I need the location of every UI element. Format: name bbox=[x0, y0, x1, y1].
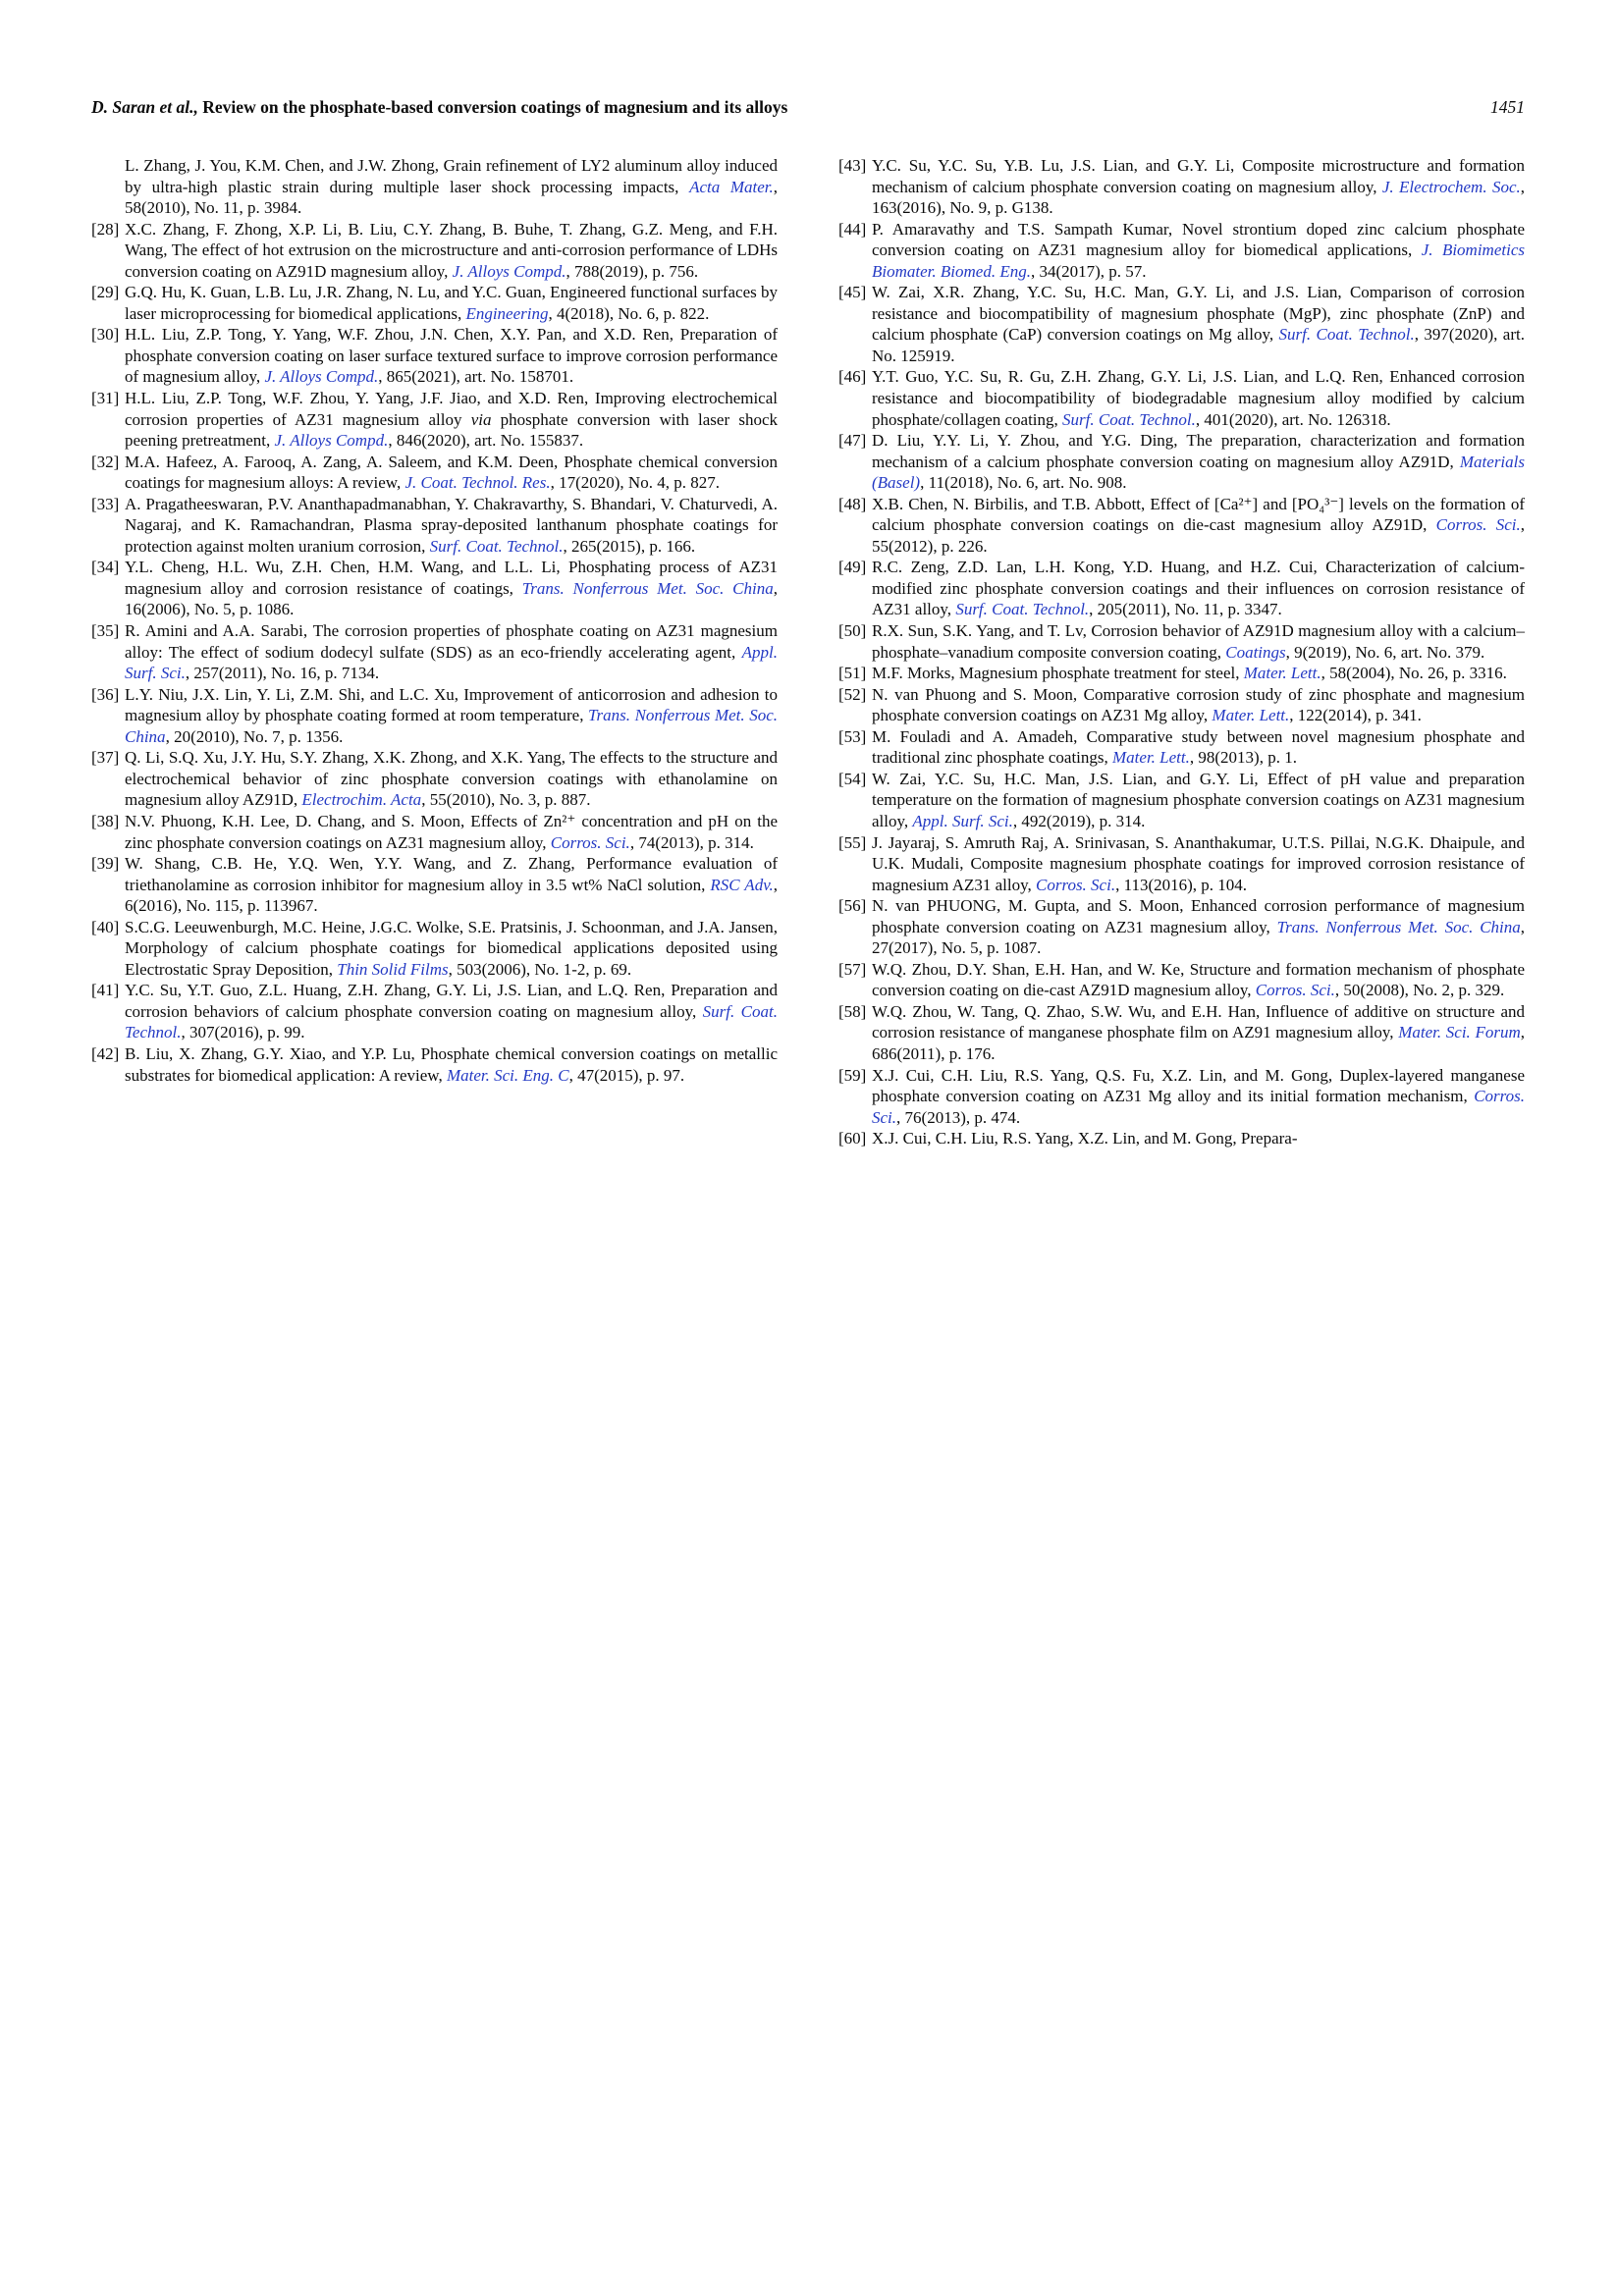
journal-link[interactable]: Coatings bbox=[1225, 642, 1286, 662]
reference-text: Y.L. Cheng, H.L. Wu, Z.H. Chen, H.M. Wang, and L.L. Li, Phosphating process of AZ31 magnesium alloy and corrosion resistance of coatings, bbox=[125, 558, 778, 598]
reference-text: X.J. Cui, C.H. Liu, R.S. Yang, Q.S. Fu, X.Z. Lin, and M. Gong, Duplex-layered manganese phosphate conversion coating on AZ31 Mg alloy and its initial formation mechanism, bbox=[872, 1065, 1525, 1106]
journal-link[interactable]: J. Alloys Compd. bbox=[274, 431, 389, 451]
journal-link[interactable]: Surf. Coat. Technol. bbox=[955, 600, 1090, 619]
reference-text: , 74(2013), p. 314. bbox=[629, 832, 754, 852]
journal-link[interactable]: Corros. Sci. bbox=[1435, 515, 1521, 535]
journal-link[interactable]: Appl. Surf. Sci. bbox=[912, 811, 1013, 830]
reference-text: , 34(2017), p. 57. bbox=[1030, 261, 1147, 281]
reference-text: , 55(2010), No. 3, p. 887. bbox=[421, 790, 591, 810]
journal-link[interactable]: J. Coat. Technol. Res. bbox=[404, 473, 551, 493]
reference-text: L.Y. Niu, J.X. Lin, Y. Li, Z.M. Shi, and L.C. Xu, Improvement of anticorrosion and adhesion to magnesium alloy by phosphate coating formed at room temperature, bbox=[125, 684, 778, 725]
journal-link[interactable]: Corros. Sci. bbox=[1255, 981, 1335, 1000]
journal-link[interactable]: Engineering bbox=[465, 303, 549, 323]
reference-number: [57] bbox=[838, 959, 867, 979]
journal-link[interactable]: Surf. Coat. Technol. bbox=[1062, 409, 1196, 429]
reference-text: R.X. Sun, S.K. Yang, and T. Lv, Corrosion behavior of AZ91D magnesium alloy with a calcium–phosphate–vanadium composite conversion coating, bbox=[872, 621, 1525, 662]
journal-link[interactable]: Acta Mater. bbox=[689, 177, 774, 196]
reference-text: H.L. Liu, Z.P. Tong, Y. Yang, W.F. Zhou, J.N. Chen, X.Y. Pan, and X.D. Ren, Preparation of phosphate conversion coating on laser surface textured surface to improve corrosion performance of magnesium alloy, bbox=[125, 325, 778, 387]
reference-text: , 4(2018), No. 6, p. 822. bbox=[548, 303, 710, 323]
journal-link[interactable]: Mater. Lett. bbox=[1243, 664, 1321, 683]
reference-text: , 20(2010), No. 7, p. 1356. bbox=[165, 726, 344, 746]
reference-text: , 6(2016), No. 115, p. 113967. bbox=[125, 875, 778, 916]
reference-item bbox=[838, 663, 1525, 684]
reference-item bbox=[838, 1065, 1525, 1129]
reference-text: M. Fouladi and A. Amadeh, Comparative study between novel magnesium phosphate and traditional zinc phosphate coatings, bbox=[872, 726, 1525, 768]
reference-number: [45] bbox=[838, 283, 867, 302]
reference-text: , 47(2015), p. 97. bbox=[568, 1065, 685, 1085]
page-header bbox=[91, 96, 1525, 118]
journal-link[interactable]: Thin Solid Films bbox=[337, 959, 449, 979]
reference-text: , 788(2019), p. 756. bbox=[566, 261, 699, 281]
reference-number: [54] bbox=[838, 769, 867, 788]
reference-text: Q. Li, S.Q. Xu, J.Y. Hu, S.Y. Zhang, X.K. Zhong, and X.K. Yang, The effects to the structure and electrochemical behavior of zinc phosphate conversion coatings with ethanolamine on magnesium alloy AZ91D, bbox=[125, 748, 778, 810]
reference-text: , 58(2010), No. 11, p. 3984. bbox=[125, 177, 779, 218]
reference-number: [35] bbox=[91, 621, 120, 641]
reference-text: , 113(2016), p. 104. bbox=[1115, 875, 1248, 894]
reference-text: M.A. Hafeez, A. Farooq, A. Zang, A. Saleem, and K.M. Deen, Phosphate chemical conversion coatings for magnesium alloys: A review, bbox=[125, 452, 778, 493]
reference-number: [56] bbox=[838, 896, 867, 916]
reference-number: [28] bbox=[91, 219, 120, 239]
reference-item bbox=[91, 620, 778, 684]
journal-link[interactable]: J. Alloys Compd. bbox=[452, 261, 566, 281]
reference-text: , 58(2004), No. 26, p. 3316. bbox=[1321, 664, 1507, 683]
reference-text: B. Liu, X. Zhang, G.Y. Xiao, and Y.P. Lu, Phosphate chemical conversion coatings on metallic substrates for biomedical application: A review, bbox=[125, 1043, 778, 1085]
references-section bbox=[91, 155, 1525, 1149]
journal-link[interactable]: Trans. Nonferrous Met. Soc. China bbox=[125, 706, 779, 746]
reference-item bbox=[91, 811, 778, 853]
reference-text: , 265(2015), p. 166. bbox=[563, 536, 696, 556]
reference-item bbox=[838, 1128, 1525, 1149]
reference-number: [30] bbox=[91, 325, 120, 345]
reference-item bbox=[838, 959, 1525, 1001]
page-number: 1451 bbox=[1490, 97, 1525, 117]
reference-text: A. Pragatheeswaran, P.V. Ananthapadmanabhan, Y. Chakravarthy, S. Bhandari, V. Chaturvedi, A. Nagaraj, and K. Ramachandran, Plasma spray-deposited lanthanum phosphate coatings for protection against molten uranium corrosion, bbox=[125, 494, 778, 556]
reference-item bbox=[91, 1043, 778, 1086]
journal-link[interactable]: RSC Adv. bbox=[710, 875, 774, 894]
journal-link[interactable]: Electrochim. Acta bbox=[301, 790, 422, 810]
reference-text: Y.T. Guo, Y.C. Su, R. Gu, Z.H. Zhang, G.Y. Li, J.S. Lian, and L.Q. Ren, Enhanced corrosion resistance and biocompatibility of biodegradable magnesium alloy modified by calcium phosphate/collagen coating, bbox=[872, 367, 1525, 429]
reference-item bbox=[838, 282, 1525, 366]
reference-number: [51] bbox=[838, 664, 867, 683]
reference-item bbox=[91, 853, 778, 917]
reference-text: W. Zai, X.R. Zhang, Y.C. Su, H.C. Man, G.Y. Li, and J.S. Lian, Comparison of corrosion resistance and biocompatibility of magnesium phosphate (MgP), zinc phosphate (ZnP) and calcium phosphate (CaP) conversion coatings on Mg alloy, bbox=[872, 283, 1525, 345]
reference-text: , 98(2013), p. 1. bbox=[1189, 748, 1297, 768]
reference-text: , 401(2020), art. No. 126318. bbox=[1195, 409, 1391, 429]
reference-item bbox=[91, 388, 778, 452]
reference-text: , 16(2006), No. 5, p. 1086. bbox=[125, 578, 778, 619]
reference-number: [59] bbox=[838, 1065, 867, 1085]
reference-item bbox=[91, 155, 778, 219]
reference-text: , 11(2018), No. 6, art. No. 908. bbox=[920, 473, 1127, 493]
journal-link[interactable]: Trans. Nonferrous Met. Soc. China bbox=[521, 578, 774, 598]
reference-number: [40] bbox=[91, 917, 120, 936]
journal-link[interactable]: Surf. Coat. Technol. bbox=[429, 536, 564, 556]
reference-number: [32] bbox=[91, 452, 120, 471]
reference-item bbox=[91, 557, 778, 620]
reference-text: , 122(2014), p. 341. bbox=[1289, 706, 1422, 725]
reference-text: X.B. Chen, N. Birbilis, and T.B. Abbott, Effect of [Ca²⁺] and [PO₄³⁻] levels on the formation of calcium phosphate conversion coatings on die-cast magnesium alloy AZ91D, bbox=[872, 494, 1525, 535]
reference-number: [37] bbox=[91, 748, 120, 768]
reference-text: via bbox=[470, 409, 492, 429]
journal-link[interactable]: Materials (Basel) bbox=[872, 452, 1525, 493]
reference-number: [48] bbox=[838, 494, 867, 513]
reference-number: [46] bbox=[838, 367, 867, 387]
reference-number: [36] bbox=[91, 684, 120, 704]
reference-text: , 686(2011), p. 176. bbox=[872, 1023, 1525, 1063]
reference-item bbox=[838, 430, 1525, 494]
reference-item bbox=[91, 452, 778, 494]
reference-text: D. Liu, Y.Y. Li, Y. Zhou, and Y.G. Ding, The preparation, characterization and formation mechanism of a calcium phosphate conversion coating on magnesium alloy AZ91D, bbox=[872, 431, 1525, 471]
journal-link[interactable]: Trans. Nonferrous Met. Soc. China bbox=[1276, 917, 1521, 936]
reference-item bbox=[91, 684, 778, 748]
reference-text: N. van Phuong and S. Moon, Comparative corrosion study of zinc phosphate and magnesium phosphate conversion coatings on AZ31 Mg alloy, bbox=[872, 684, 1525, 725]
journal-link[interactable]: Surf. Coat. Technol. bbox=[125, 1001, 778, 1042]
reference-text: N. van PHUONG, M. Gupta, and S. Moon, Enhanced corrosion performance of magnesium phosphate conversion coating on AZ31 magnesium alloy, bbox=[872, 896, 1525, 936]
reference-item bbox=[838, 620, 1525, 663]
reference-number: [43] bbox=[838, 156, 867, 175]
reference-text: L. Zhang, J. You, K.M. Chen, and J.W. Zhong, Grain refinement of LY2 aluminum alloy induced by ultra-high plastic strain during multiple laser shock processing impacts, bbox=[125, 156, 778, 196]
reference-text: Y.C. Su, Y.C. Su, Y.B. Lu, J.S. Lian, and G.Y. Li, Composite microstructure and formation mechanism of calcium phosphate conversion coating on magnesium alloy, bbox=[872, 156, 1525, 196]
reference-number: [34] bbox=[91, 558, 120, 577]
reference-text: P. Amaravathy and T.S. Sampath Kumar, Novel strontium doped zinc calcium phosphate conversion coating on AZ31 magnesium alloy for biomedical applications, bbox=[872, 219, 1525, 260]
reference-text: W.Q. Zhou, W. Tang, Q. Zhao, S.W. Wu, and E.H. Han, Influence of additive on structure and corrosion resistance of manganese phosphate film on AZ91 magnesium alloy, bbox=[872, 1001, 1525, 1042]
reference-item bbox=[838, 769, 1525, 832]
reference-number: [55] bbox=[838, 832, 867, 852]
journal-link[interactable]: J. Alloys Compd. bbox=[264, 367, 379, 387]
reference-item bbox=[838, 895, 1525, 959]
reference-text: X.J. Cui, C.H. Liu, R.S. Yang, X.Z. Lin, and M. Gong, Prepara- bbox=[872, 1129, 1298, 1148]
reference-text: J. Jayaraj, S. Amruth Raj, A. Srinivasan, S. Ananthakumar, U.T.S. Pillai, N.G.K. Dhaipule, and U.K. Mudali, Composite magnesium phosphate coatings for improved corrosion resistance of magnesium AZ31 alloy, bbox=[872, 832, 1525, 894]
journal-link[interactable]: Mater. Lett. bbox=[1112, 748, 1190, 768]
reference-text: , 76(2013), p. 474. bbox=[896, 1107, 1021, 1127]
reference-text: N.V. Phuong, K.H. Lee, D. Chang, and S. Moon, Effects of Zn²⁺ concentration and pH on the zinc phosphate conversion coatings on AZ31 magnesium alloy, bbox=[125, 811, 778, 852]
reference-text: , 27(2017), No. 5, p. 1087. bbox=[872, 917, 1526, 958]
references-right-column bbox=[838, 155, 1525, 1149]
reference-text: , 17(2020), No. 4, p. 827. bbox=[550, 473, 720, 493]
journal-link[interactable]: Appl. Surf. Sci. bbox=[125, 642, 778, 683]
reference-text: , 503(2006), No. 1-2, p. 69. bbox=[448, 959, 632, 979]
reference-text: Y.C. Su, Y.T. Guo, Z.L. Huang, Z.H. Zhang, G.Y. Li, J.S. Lian, and L.Q. Ren, Preparation and corrosion behaviors of calcium phosphate conversion coating on magnesium alloy, bbox=[125, 981, 778, 1021]
reference-item bbox=[838, 219, 1525, 283]
journal-link[interactable]: J. Biomimetics Biomater. Biomed. Eng. bbox=[872, 240, 1525, 281]
reference-text: phosphate conversion with laser shock peening pretreatment, bbox=[125, 409, 779, 451]
reference-text: H.L. Liu, Z.P. Tong, W.F. Zhou, Y. Yang, J.F. Jiao, and X.D. Ren, Improving electrochemical corrosion properties of AZ31 magnesium alloy bbox=[125, 389, 778, 429]
reference-item bbox=[838, 155, 1525, 219]
reference-item bbox=[838, 832, 1525, 896]
reference-number: [60] bbox=[838, 1129, 867, 1148]
reference-text: W. Shang, C.B. He, Y.Q. Wen, Y.Y. Wang, and Z. Zhang, Performance evaluation of triethanolamine as corrosion inhibitor for magnesium alloy in 3.5 wt% NaCl solution, bbox=[125, 854, 778, 894]
reference-text: , 205(2011), No. 11, p. 3347. bbox=[1089, 600, 1282, 619]
reference-item bbox=[91, 324, 778, 388]
reference-text: , 492(2019), p. 314. bbox=[1012, 811, 1146, 830]
reference-number: [53] bbox=[838, 726, 867, 746]
reference-text: , 307(2016), p. 99. bbox=[181, 1023, 305, 1042]
reference-number: [47] bbox=[838, 431, 867, 451]
reference-text: W. Zai, Y.C. Su, H.C. Man, J.S. Lian, and G.Y. Li, Effect of pH value and preparation temperature on the formation of magnesium phosphate conversion coatings on AZ31 magnesium alloy, bbox=[872, 769, 1525, 830]
journal-link[interactable]: Mater. Sci. Eng. C bbox=[446, 1065, 569, 1085]
reference-text: , 397(2020), art. No. 125919. bbox=[872, 325, 1525, 365]
journal-link[interactable]: Corros. Sci. bbox=[872, 1087, 1525, 1127]
reference-number: [41] bbox=[91, 981, 120, 1000]
reference-item bbox=[91, 494, 778, 558]
reference-number: [52] bbox=[838, 684, 867, 704]
journal-link[interactable]: Mater. Lett. bbox=[1212, 706, 1290, 725]
reference-number: [44] bbox=[838, 219, 867, 239]
reference-item bbox=[91, 219, 778, 283]
reference-item bbox=[91, 917, 778, 981]
reference-text: W.Q. Zhou, D.Y. Shan, E.H. Han, and W. Ke, Structure and formation mechanism of phosphate conversion coating on die-cast AZ91D magnesium alloy, bbox=[872, 959, 1525, 1000]
reference-text: S.C.G. Leeuwenburgh, M.C. Heine, J.G.C. Wolke, S.E. Pratsinis, J. Schoonman, and J.A. Jansen, Morphology of calcium phosphate coatings for biomedical applications deposited using Electrostatic Spray Deposition, bbox=[125, 917, 778, 979]
journal-link[interactable]: Corros. Sci. bbox=[1036, 875, 1116, 894]
reference-text: G.Q. Hu, K. Guan, L.B. Lu, J.R. Zhang, N. Lu, and Y.C. Guan, Engineered functional surfaces by laser microprocessing for biomedical applications, bbox=[125, 283, 778, 323]
reference-item bbox=[91, 282, 778, 324]
reference-item bbox=[838, 1001, 1525, 1065]
reference-number: [39] bbox=[91, 854, 120, 874]
reference-item bbox=[91, 980, 778, 1043]
reference-number: [38] bbox=[91, 811, 120, 830]
reference-text: X.C. Zhang, F. Zhong, X.P. Li, B. Liu, C.Y. Zhang, B. Buhe, T. Zhang, G.Z. Meng, and F.H. Wang, The effect of hot extrusion on the microstructure and anti-corrosion performance of LDHs conversion coating on AZ91D magnesium alloy, bbox=[125, 219, 778, 281]
reference-item bbox=[838, 366, 1525, 430]
reference-text: , 865(2021), art. No. 158701. bbox=[378, 367, 574, 387]
reference-text: R. Amini and A.A. Sarabi, The corrosion properties of phosphate coating on AZ31 magnesium alloy: The effect of sodium dodecyl sulfate (SDS) as an eco-friendly accelerating agent, bbox=[125, 621, 778, 662]
reference-number: [49] bbox=[838, 558, 867, 577]
reference-text: , 846(2020), art. No. 155837. bbox=[388, 431, 584, 451]
reference-text: M.F. Morks, Magnesium phosphate treatment for steel, bbox=[872, 664, 1244, 683]
reference-number: [33] bbox=[91, 494, 120, 513]
references-left-column bbox=[91, 155, 778, 1149]
reference-number: [58] bbox=[838, 1001, 867, 1021]
reference-text: R.C. Zeng, Z.D. Lan, L.H. Kong, Y.D. Huang, and H.Z. Cui, Characterization of calcium-modified zinc phosphate conversion coatings and their influences on corrosion resistance of AZ31 alloy, bbox=[872, 558, 1525, 619]
reference-item bbox=[838, 494, 1525, 558]
reference-text: , 257(2011), No. 16, p. 7134. bbox=[185, 664, 380, 683]
reference-number: [29] bbox=[91, 283, 120, 302]
reference-item bbox=[838, 557, 1525, 620]
reference-item bbox=[91, 747, 778, 811]
reference-item bbox=[838, 726, 1525, 769]
reference-item bbox=[838, 684, 1525, 726]
reference-text: , 50(2008), No. 2, p. 329. bbox=[1334, 981, 1505, 1000]
reference-text: , 55(2012), p. 226. bbox=[872, 515, 1525, 556]
journal-link[interactable]: Mater. Sci. Forum bbox=[1398, 1023, 1521, 1042]
reference-number: [42] bbox=[91, 1043, 120, 1063]
running-head-authors: D. Saran et al., bbox=[91, 97, 198, 117]
journal-link[interactable]: J. Electrochem. Soc. bbox=[1381, 177, 1521, 196]
reference-number: [50] bbox=[838, 621, 867, 641]
journal-link[interactable]: Surf. Coat. Technol. bbox=[1278, 325, 1415, 345]
reference-text: , 163(2016), No. 9, p. G138. bbox=[872, 177, 1525, 218]
reference-number: [31] bbox=[91, 389, 120, 408]
reference-text: , 9(2019), No. 6, art. No. 379. bbox=[1285, 642, 1485, 662]
running-head-title: Review on the phosphate-based conversion coatings of magnesium and its alloys bbox=[197, 97, 788, 117]
journal-link[interactable]: Corros. Sci. bbox=[550, 832, 630, 852]
running-head bbox=[91, 96, 787, 118]
